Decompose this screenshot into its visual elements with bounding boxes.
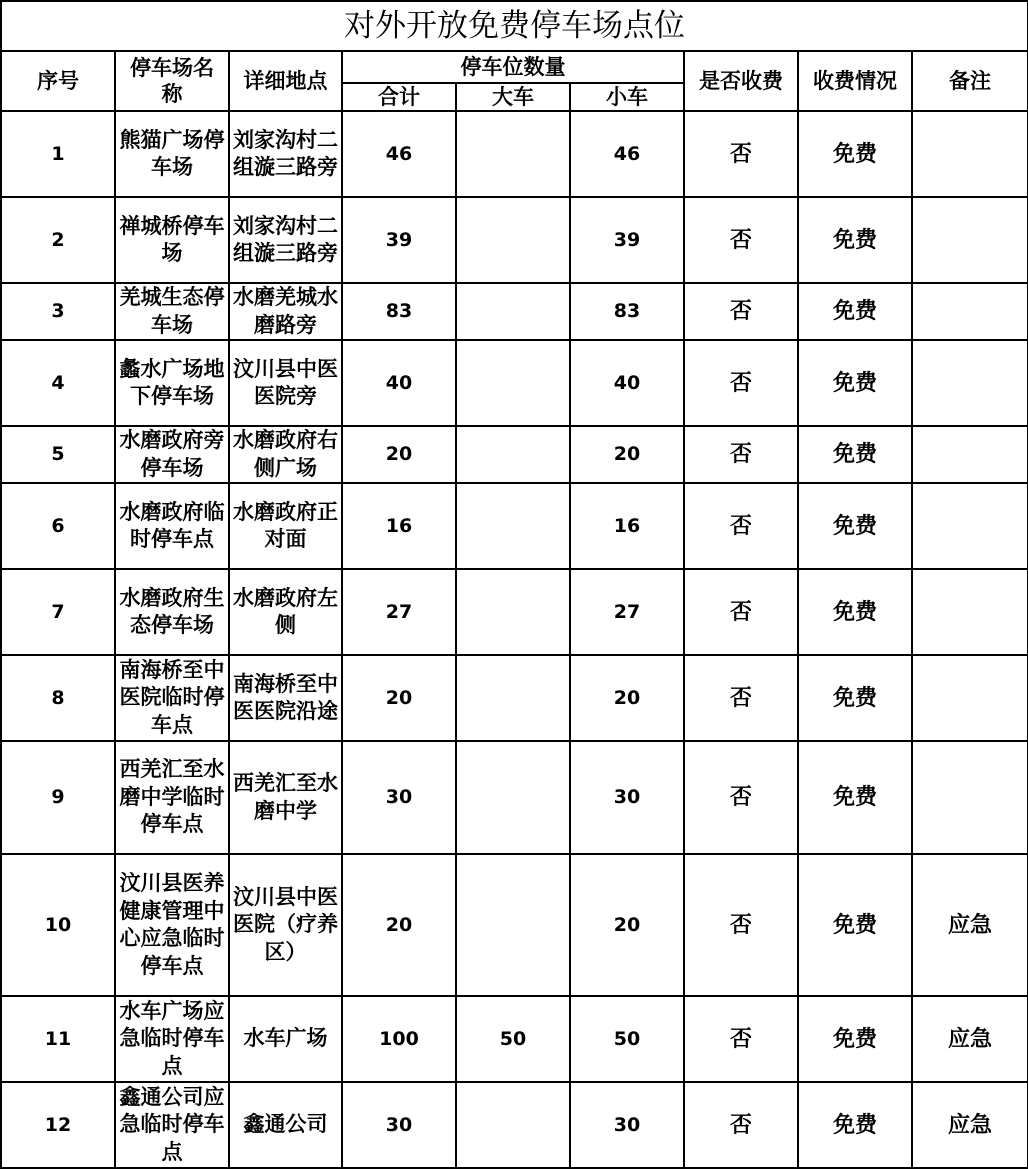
row-address: 南海桥至中医医院沿途 <box>229 655 342 741</box>
table-row <box>1 197 1028 283</box>
row-charged: 否 <box>684 741 798 854</box>
row-address: 汶川县中医医院旁 <box>229 340 342 426</box>
row-name: 熊猫广场停车场 <box>115 111 229 197</box>
row-charged: 否 <box>684 283 798 340</box>
row-large <box>456 111 570 197</box>
row-total: 46 <box>342 111 456 197</box>
row-small: 20 <box>570 854 684 996</box>
row-small: 39 <box>570 197 684 283</box>
row-total: 30 <box>342 741 456 854</box>
row-name: 汶川县医养健康管理中心应急临时停车点 <box>115 854 229 996</box>
row-name: 水磨政府旁停车场 <box>115 426 229 483</box>
row-index: 2 <box>1 197 115 283</box>
row-index: 7 <box>1 569 115 655</box>
table-row <box>1 340 1028 426</box>
row-charged: 否 <box>684 1082 798 1168</box>
row-small: 30 <box>570 1082 684 1168</box>
table-row <box>1 283 1028 340</box>
row-address: 水磨政府左侧 <box>229 569 342 655</box>
row-remark <box>912 197 1028 283</box>
row-remark <box>912 111 1028 197</box>
row-small: 20 <box>570 426 684 483</box>
row-name: 水车广场应急临时停车点 <box>115 996 229 1082</box>
row-name: 西羌汇至水磨中学临时停车点 <box>115 741 229 854</box>
row-remark <box>912 655 1028 741</box>
table-row <box>1 569 1028 655</box>
row-total: 83 <box>342 283 456 340</box>
header-large: 大车 <box>456 83 570 111</box>
row-remark <box>912 283 1028 340</box>
row-charged: 否 <box>684 996 798 1082</box>
row-remark: 应急 <box>912 996 1028 1082</box>
table-row <box>1 655 1028 741</box>
table-row <box>1 996 1028 1082</box>
table-row <box>1 741 1028 854</box>
row-large <box>456 483 570 569</box>
row-small: 27 <box>570 569 684 655</box>
row-large <box>456 340 570 426</box>
header-small: 小车 <box>570 83 684 111</box>
row-address: 汶川县中医医院（疗养区） <box>229 854 342 996</box>
row-large <box>456 569 570 655</box>
header-address: 详细地点 <box>229 51 342 111</box>
page-title: 对外开放免费停车场点位 <box>1 1 1028 51</box>
header-capacity: 停车位数量 <box>342 51 684 83</box>
row-total: 39 <box>342 197 456 283</box>
row-charged: 否 <box>684 111 798 197</box>
row-large: 50 <box>456 996 570 1082</box>
row-index: 12 <box>1 1082 115 1168</box>
row-total: 16 <box>342 483 456 569</box>
row-fee-status: 免费 <box>798 197 912 283</box>
header-charged: 是否收费 <box>684 51 798 111</box>
row-index: 3 <box>1 283 115 340</box>
row-small: 40 <box>570 340 684 426</box>
row-name: 水磨政府生态停车场 <box>115 569 229 655</box>
row-total: 40 <box>342 340 456 426</box>
row-total: 30 <box>342 1082 456 1168</box>
row-name: 鑫通公司应急临时停车点 <box>115 1082 229 1168</box>
row-total: 27 <box>342 569 456 655</box>
row-name: 南海桥至中医院临时停车点 <box>115 655 229 741</box>
table-row <box>1 111 1028 197</box>
header-fee-status: 收费情况 <box>798 51 912 111</box>
row-address: 刘家沟村二组漩三路旁 <box>229 111 342 197</box>
header-name: 停车场名称 <box>115 51 229 111</box>
row-fee-status: 免费 <box>798 996 912 1082</box>
header-row-1 <box>1 51 1028 83</box>
row-small: 20 <box>570 655 684 741</box>
row-charged: 否 <box>684 483 798 569</box>
row-remark <box>912 569 1028 655</box>
row-fee-status: 免费 <box>798 655 912 741</box>
row-remark <box>912 340 1028 426</box>
row-large <box>456 854 570 996</box>
row-large <box>456 741 570 854</box>
row-remark <box>912 483 1028 569</box>
row-fee-status: 免费 <box>798 1082 912 1168</box>
row-remark <box>912 426 1028 483</box>
row-name: 羌城生态停车场 <box>115 283 229 340</box>
row-address: 西羌汇至水磨中学 <box>229 741 342 854</box>
row-small: 83 <box>570 283 684 340</box>
row-remark <box>912 741 1028 854</box>
row-address: 水磨政府正对面 <box>229 483 342 569</box>
row-charged: 否 <box>684 854 798 996</box>
row-index: 9 <box>1 741 115 854</box>
row-total: 20 <box>342 655 456 741</box>
row-fee-status: 免费 <box>798 741 912 854</box>
row-fee-status: 免费 <box>798 569 912 655</box>
row-small: 30 <box>570 741 684 854</box>
row-index: 11 <box>1 996 115 1082</box>
header-remark: 备注 <box>912 51 1028 111</box>
table-row <box>1 426 1028 483</box>
row-small: 46 <box>570 111 684 197</box>
row-large <box>456 283 570 340</box>
row-fee-status: 免费 <box>798 340 912 426</box>
row-total: 20 <box>342 426 456 483</box>
row-address: 刘家沟村二组漩三路旁 <box>229 197 342 283</box>
header-total: 合计 <box>342 83 456 111</box>
table-row <box>1 854 1028 996</box>
row-address: 水车广场 <box>229 996 342 1082</box>
header-index: 序号 <box>1 51 115 111</box>
row-index: 8 <box>1 655 115 741</box>
row-remark: 应急 <box>912 1082 1028 1168</box>
row-large <box>456 655 570 741</box>
row-small: 50 <box>570 996 684 1082</box>
row-fee-status: 免费 <box>798 283 912 340</box>
table-row <box>1 483 1028 569</box>
row-charged: 否 <box>684 197 798 283</box>
row-index: 1 <box>1 111 115 197</box>
row-name: 蠡水广场地下停车场 <box>115 340 229 426</box>
row-address: 鑫通公司 <box>229 1082 342 1168</box>
row-fee-status: 免费 <box>798 111 912 197</box>
row-charged: 否 <box>684 340 798 426</box>
title-row <box>1 1 1028 51</box>
row-charged: 否 <box>684 569 798 655</box>
row-large <box>456 1082 570 1168</box>
row-remark: 应急 <box>912 854 1028 996</box>
row-large <box>456 197 570 283</box>
row-index: 10 <box>1 854 115 996</box>
row-total: 100 <box>342 996 456 1082</box>
row-name: 禅城桥停车场 <box>115 197 229 283</box>
row-fee-status: 免费 <box>798 426 912 483</box>
row-large <box>456 426 570 483</box>
row-charged: 否 <box>684 426 798 483</box>
row-index: 5 <box>1 426 115 483</box>
row-address: 水磨羌城水磨路旁 <box>229 283 342 340</box>
row-index: 6 <box>1 483 115 569</box>
row-index: 4 <box>1 340 115 426</box>
row-fee-status: 免费 <box>798 483 912 569</box>
row-fee-status: 免费 <box>798 854 912 996</box>
table-row <box>1 1082 1028 1168</box>
row-small: 16 <box>570 483 684 569</box>
row-charged: 否 <box>684 655 798 741</box>
row-address: 水磨政府右侧广场 <box>229 426 342 483</box>
row-name: 水磨政府临时停车点 <box>115 483 229 569</box>
row-total: 20 <box>342 854 456 996</box>
